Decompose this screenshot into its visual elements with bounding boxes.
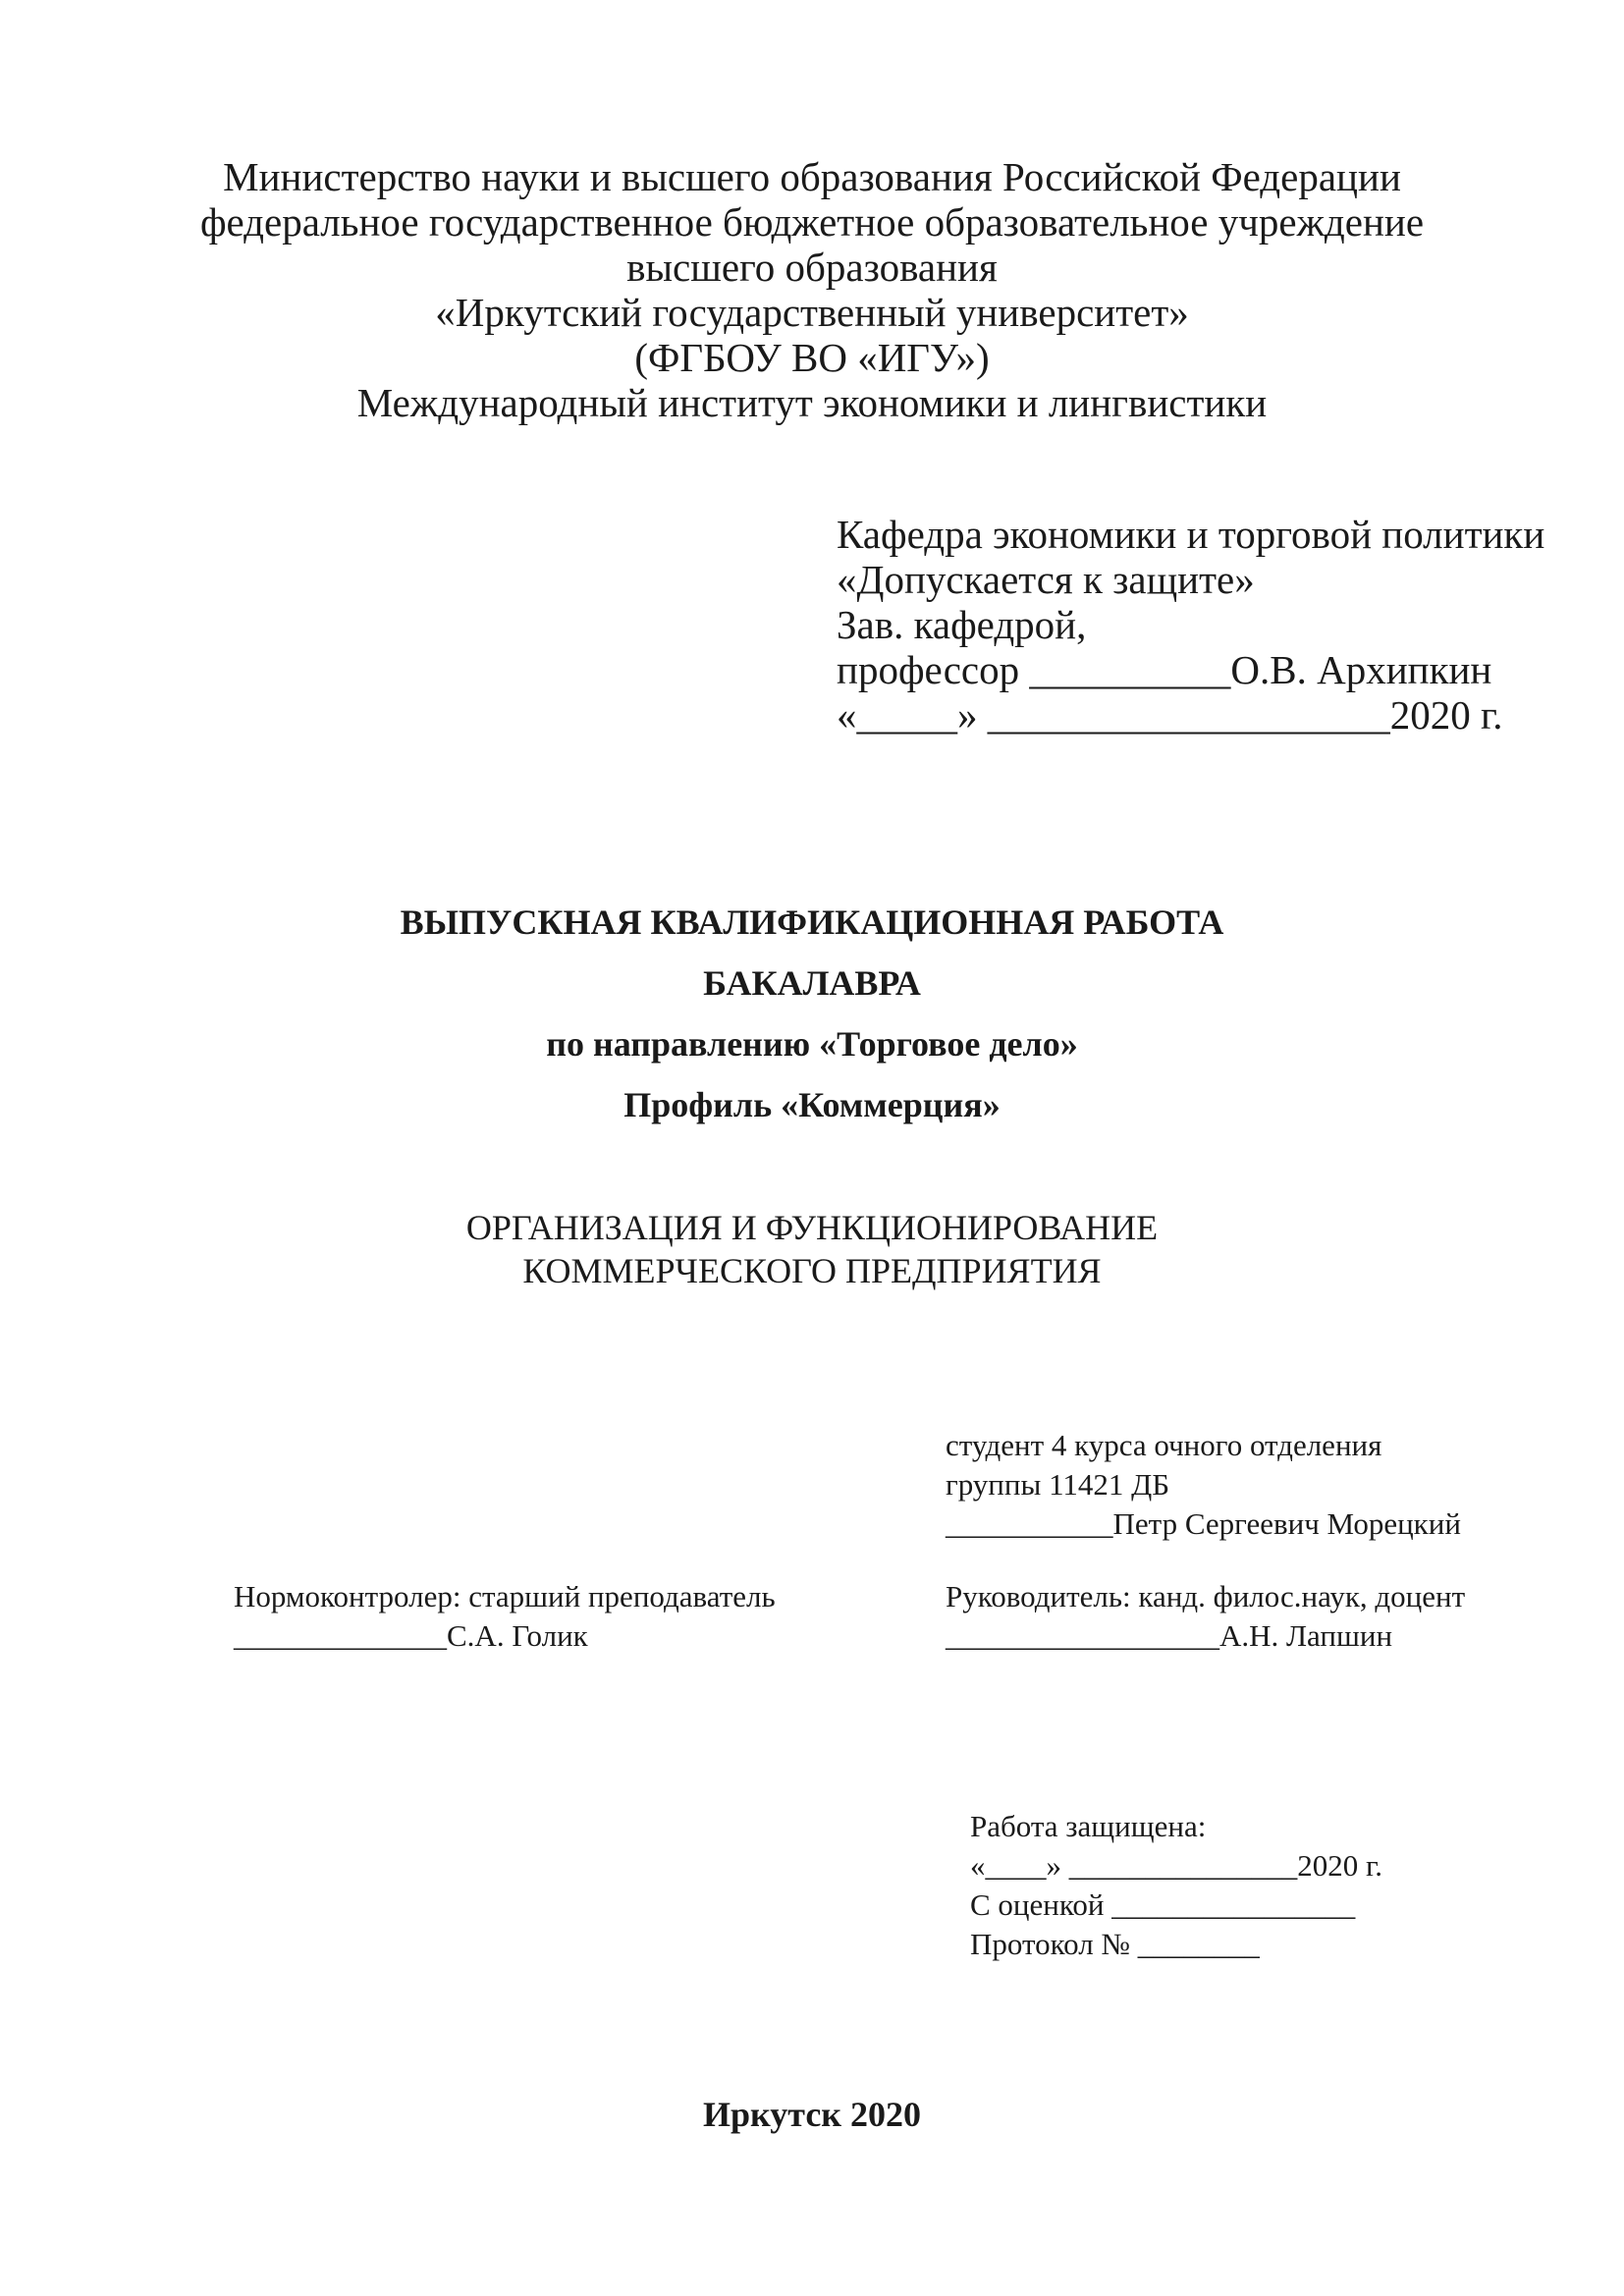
city-year: Иркутск 2020 (702, 2095, 922, 2134)
defense-protocol-line: Протокол № ________ (970, 1927, 1260, 1961)
degree-line: БАКАЛАВРА (703, 963, 921, 1003)
professor-name: О.В. Архипкин (1230, 647, 1492, 692)
defense-grade-line: С оценкой ________________ (970, 1887, 1356, 1922)
normcontroller-title-line: Нормоконтролер: старший преподаватель (234, 1579, 776, 1613)
profile-line: Профиль «Коммерция» (623, 1085, 1001, 1124)
student-course-line: студент 4 курса очного отделения (946, 1428, 1382, 1462)
professor-prefix: профессор (837, 647, 1030, 692)
education-level-line: высшего образования (626, 245, 998, 290)
approval-date-line (837, 693, 1502, 738)
date-quote-close: » (957, 692, 988, 738)
university-abbr-line: (ФГБОУ ВО «ИГУ») (634, 335, 990, 380)
date-month-blank: ____________________ (987, 692, 1390, 738)
professor-line (837, 648, 1491, 692)
student-name-line: ___________Петр Сергеевич Морецкий (946, 1506, 1461, 1541)
topic-line-2: КОММЕРЧЕСКОГО ПРЕДПРИЯТИЯ (522, 1251, 1102, 1290)
supervisor-name-line: __________________А.Н. Лапшин (946, 1618, 1393, 1653)
normcontroller-name-line: ______________С.А. Голик (234, 1618, 588, 1653)
defense-date-line: «____» _______________2020 г. (970, 1848, 1382, 1883)
ministry-line: Министерство науки и высшего образования Российской Федерации (223, 154, 1401, 199)
defense-status-line: Работа защищена: (970, 1809, 1207, 1843)
supervisor-title-line: Руководитель: канд. филос.наук, доцент (946, 1579, 1466, 1613)
student-group-line: группы 11421 ДБ (946, 1467, 1170, 1502)
date-quote-open: « (837, 692, 857, 738)
institute-line: Международный институт экономики и лингвистики (356, 380, 1268, 425)
department-line: Кафедра экономики и торговой политики (837, 512, 1545, 557)
topic-line-1: ОРГАНИЗАЦИЯ И ФУНКЦИОНИРОВАНИЕ (465, 1208, 1159, 1247)
date-year: 2020 г. (1389, 692, 1503, 738)
head-line: Зав. кафедрой, (837, 602, 1087, 647)
date-day-blank: _____ (856, 692, 957, 738)
professor-signature-blank: __________ (1029, 647, 1231, 692)
direction-line: по направлению «Торговое дело» (546, 1024, 1078, 1064)
admitted-line: «Допускается к защите» (837, 557, 1255, 602)
work-type-line: ВЫПУСКНАЯ КВАЛИФИКАЦИОННАЯ РАБОТА (400, 902, 1224, 942)
institution-type-line: федеральное государственное бюджетное образовательное учреждение (199, 199, 1425, 245)
university-name-line: «Иркутский государственный университет» (435, 290, 1189, 335)
